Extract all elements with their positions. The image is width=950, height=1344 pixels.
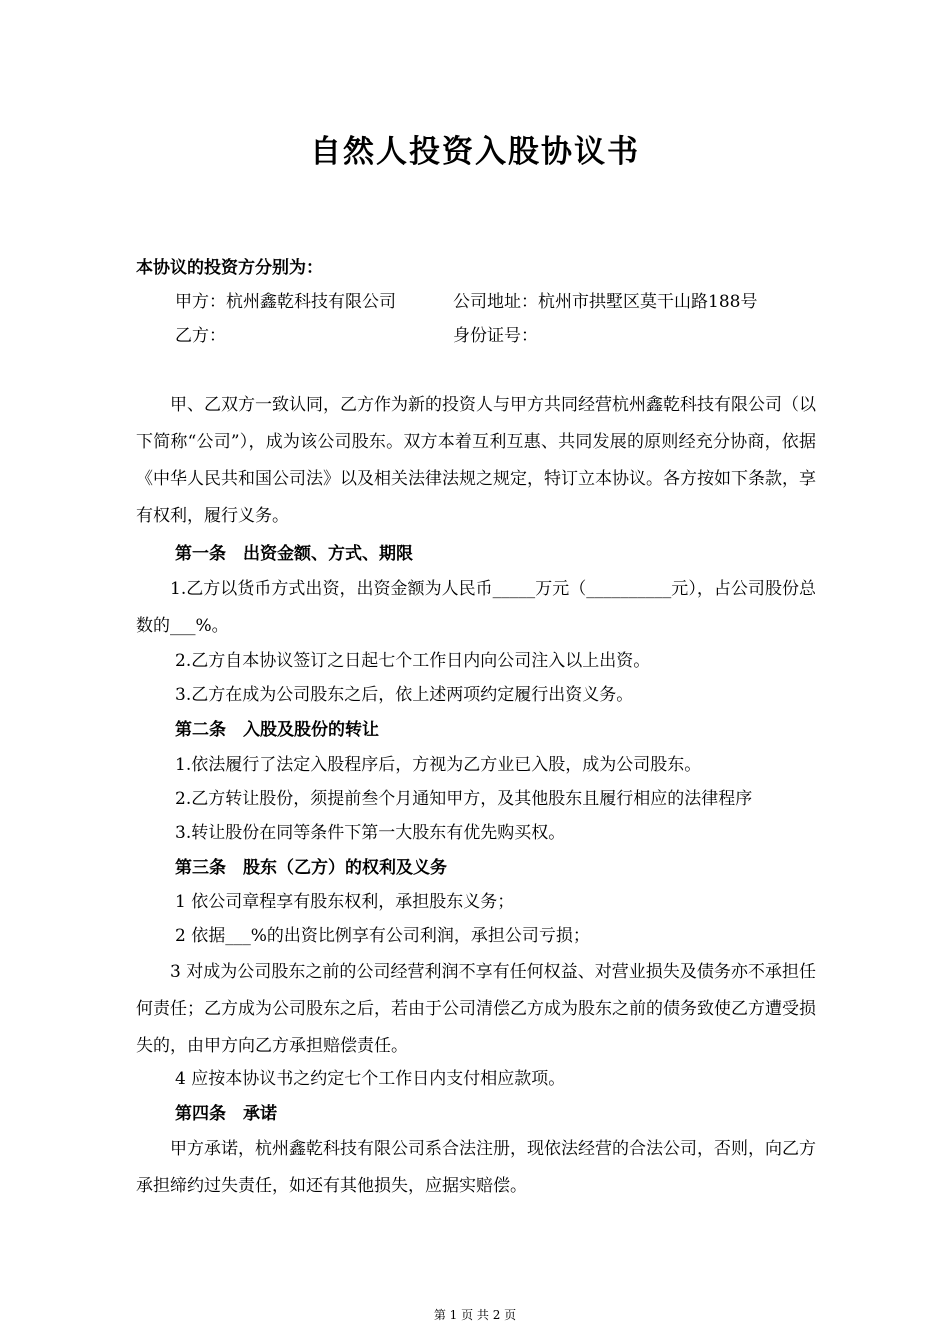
article2-item1: 1.依法履行了法定入股程序后，方视为乙方业已入股，成为公司股东。 <box>175 755 702 775</box>
party-b-id: 身份证号： <box>453 326 538 346</box>
investors-heading: 本协议的投资方分别为： <box>136 258 323 278</box>
article2-item2: 2.乙方转让股份，须提前叁个月通知甲方，及其他股东且履行相应的法律程序 <box>175 789 753 809</box>
party-b-label: 乙方： <box>175 326 226 346</box>
article3-item3: 3 对成为公司股东之前的公司经营利润不享有任何权益、对营业损失及债务亦不承担任何责任；乙方成为公司股东之后，若由于公司清偿乙方成为股东之前的债务致使乙方遭受损失的，由甲方向乙方承担赔偿责任。 <box>136 962 816 1056</box>
article2-heading: 第二条 入股及股份的转让 <box>175 720 379 740</box>
article2-item3: 3.转让股份在同等条件下第一大股东有优先购买权。 <box>175 823 566 843</box>
article3-item1: 1 依公司章程享有股东权利，承担股东义务； <box>175 892 515 912</box>
article4-body: 甲方承诺，杭州鑫乾科技有限公司系合法注册，现依法经营的合法公司，否则，向乙方承担缔约过失责任，如还有其他损失，应据实赔偿。 <box>136 1139 816 1196</box>
article3-item2: 2 依据___%的出资比例享有公司利润，承担公司亏损； <box>175 926 590 946</box>
preamble-paragraph: 甲、乙双方一致认同，乙方作为新的投资人与甲方共同经营杭州鑫乾科技有限公司（以下简称“公司”），成为该公司股东。双方本着互利互惠、共同发展的原则经充分协商，依据《中华人民共和国公司法》以及相关法律法规之规定，特订立本协议。各方按如下条款，享有权利，履行义务。 <box>136 395 816 526</box>
article1-item1: 1.乙方以货币方式出资，出资金额为人民币_____万元（__________元），占公司股份总数的___%。 <box>136 579 816 636</box>
article1-item2: 2.乙方自本协议签订之日起七个工作日内向公司注入以上出资。 <box>175 651 651 671</box>
party-a-label: 甲方：杭州鑫乾科技有限公司 <box>175 292 396 312</box>
article1-item3: 3.乙方在成为公司股东之后，依上述两项约定履行出资义务。 <box>175 685 634 705</box>
party-a-address: 公司地址：杭州市拱墅区莫干山路188号 <box>453 292 758 312</box>
document-title: 自然人投资入股协议书 <box>310 134 640 170</box>
article1-heading: 第一条 出资金额、方式、期限 <box>175 544 413 564</box>
article3-item4: 4 应按本协议书之约定七个工作日内支付相应款项。 <box>175 1069 566 1089</box>
article4-heading: 第四条 承诺 <box>175 1104 277 1124</box>
article3-heading: 第三条 股东（乙方）的权利及义务 <box>175 858 447 878</box>
page-footer: 第 1 页 共 2 页 <box>433 1308 517 1322</box>
